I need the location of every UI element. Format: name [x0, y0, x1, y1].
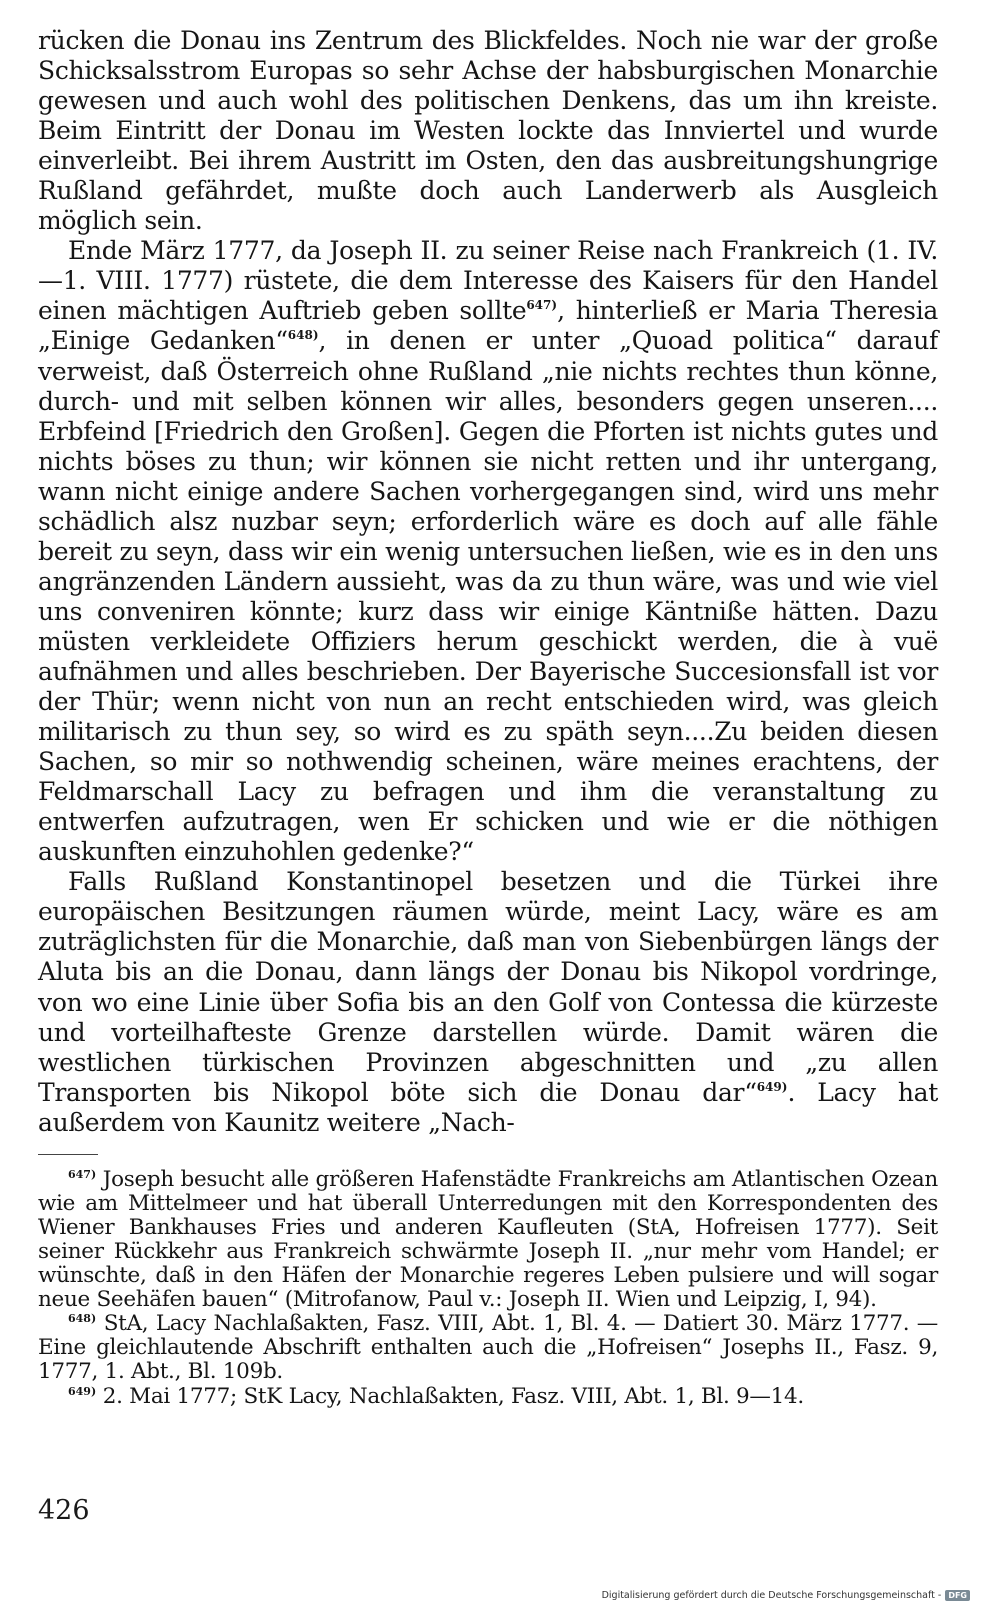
- footnote-mark: 647): [68, 1167, 97, 1181]
- footnote-mark: 649): [68, 1384, 97, 1398]
- footnote-ref-649: 649): [756, 1079, 788, 1094]
- footnote-text: Joseph besucht alle größeren Hafenstädte Frankreichs am Atlantischen Ozean wie am Mittelmeer und hat überall Unterredungen mit den Korrespondenten des Wiener Bankhauses Fries und anderen Kaufleuten (StA, Hofreisen 1777). Seit seiner Rückkehr aus Frankreich schwärmte Joseph II. „nur mehr vom Handel; er wünschte, daß in den Häfen der Monarchie regeres Leben pulsiere und will sogar neue Seehäfen bauen“ (Mitrofanow, Paul v.: Joseph II. Wien und Leipzig, I, 94).: [38, 1166, 938, 1313]
- paragraph-1: rücken die Donau ins Zentrum des Blickfeldes. Noch nie war der große Schicksalsstrom Europas so sehr Achse der habsburgischen Monarchie gewesen und auch wohl des politischen Denkens, das um ihn kreiste. Beim Eintritt der Donau im Westen lockte das Innviertel und wurde einverleibt. Bei ihrem Austritt im Osten, den das ausbreitungshungrige Rußland gefährdet, mußte doch auch Landerwerb als Ausgleich möglich sein.: [38, 26, 938, 236]
- main-text: [38, 26, 938, 1138]
- dfg-logo-icon: DFG: [945, 1590, 970, 1601]
- page-content: [38, 26, 938, 1409]
- footnote-text: 2. Mai 1777; StK Lacy, Nachlaßakten, Fasz. VIII, Abt. 1, Bl. 9—14.: [102, 1383, 804, 1409]
- footnote-648: [38, 1312, 938, 1384]
- footnotes: [38, 1168, 938, 1409]
- footnote-divider: [38, 1154, 98, 1155]
- footnote-649: [38, 1385, 938, 1409]
- paragraph-2-part-2: , hinterließ er Maria Theresia „Einige Gedanken“: [38, 296, 938, 356]
- paragraph-2-part-1: Ende März 1777, da Joseph II. zu seiner Reise nach Frankreich (1. IV.—1. VIII. 1777) rüstete, die dem Interesse des Kaisers für den Handel einen mächtigen Auftrieb geben sollte: [38, 236, 938, 326]
- paragraph-3: [38, 867, 938, 1137]
- paragraph-2-part-3: , in denen er unter „Quoad politica“ darauf verweist, daß Österreich ohne Rußland „nie nichts rechtes thun könne, durch- und mit selben können wir alles, besonders gegen unseren.... Erbfeind [Friedrich den Großen]. Gegen die Pforten ist nichts gutes und nichts böses zu thun; wir können sie nicht retten und ihr untergang, wann nicht einige andere Sachen vorhergegangen sind, wird uns mehr schädlich alsz nuzbar seyn; erforderlich wäre es doch auf alle fähle bereit zu seyn, dass wir ein wenig untersuchen ließen, wie es in den uns angränzenden Ländern aussieht, was da zu thun wäre, was und wie viel uns conveniren könnte; kurz dass wir einige Käntniße hätten. Dazu müsten verkleidete Offiziers herum geschickt werden, die à vuë aufnähmen und alles beschrieben. Der Bayerische Succesionsfall ist vor der Thür; wenn nicht von nun an recht entschieden wird, was gleich militarisch zu thun sey, so wird es zu späth seyn....Zu beiden diesen Sachen, so mir so nothwendig scheinen, wäre meines erachtens, der Feldmarschall Lacy zu befragen und ihm die veranstaltung zu entwerfen aufzutragen, wen Er schicken und wie er die nöthigen auskunften einzuhohlen gedenke?“: [38, 326, 938, 867]
- paragraph-3-part-2: . Lacy hat außerdem von Kaunitz weitere „Nach-: [38, 1077, 939, 1137]
- footnote-ref-648: 648): [287, 328, 319, 343]
- footnote-ref-647: 647): [526, 298, 558, 313]
- page-number: 426: [38, 1495, 90, 1526]
- paragraph-2: [38, 236, 938, 867]
- footnote-mark: 648): [68, 1312, 97, 1326]
- credit-text: Digitalisierung gefördert durch die Deutsche Forschungsgemeinschaft -: [601, 1590, 942, 1601]
- digitization-credit: [602, 1590, 970, 1601]
- footnote-647: [38, 1168, 938, 1313]
- paragraph-3-part-1: Falls Rußland Konstantinopel besetzen und die Türkei ihre europäischen Besitzungen räumen würde, meint Lacy, wäre es am zuträglichsten für die Monarchie, daß man von Siebenbürgen längs der Aluta bis an die Donau, dann längs der Donau bis Nikopol vordringe, von wo eine Linie über Sofia bis an den Golf von Contessa die kürzeste und vorteilhafteste Grenze darstellen würde. Damit wären die westlichen türkischen Provinzen abgeschnitten und „zu allen Transporten bis Nikopol böte sich die Donau dar“: [38, 867, 938, 1107]
- footnote-text: StA, Lacy Nachlaßakten, Fasz. VIII, Abt. 1, Bl. 4. — Datiert 30. März 1777. — Eine gleichlautende Abschrift enthalten auch die „Hofreisen“ Josephs II., Fasz. 9, 1777, 1. Abt., Bl. 109b.: [38, 1311, 939, 1385]
